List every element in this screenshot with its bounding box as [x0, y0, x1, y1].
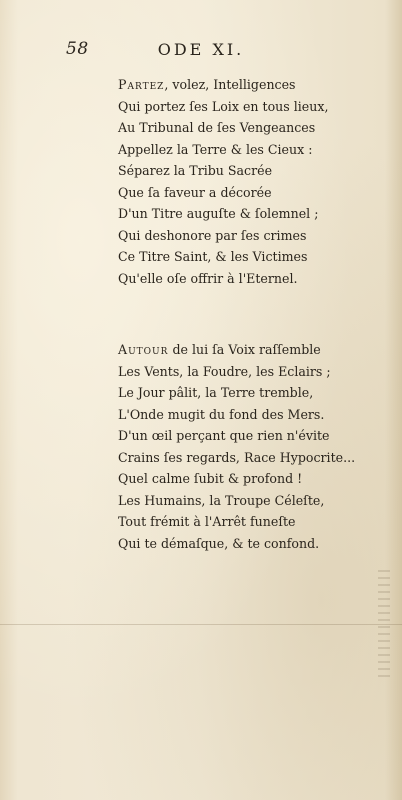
- stanza-1-line: Appellez la Terre & les Cieux :: [118, 141, 313, 157]
- stanza-2-line: L'Onde mugit du fond des Mers.: [118, 406, 325, 422]
- show-through-texture: [378, 570, 390, 680]
- stanza-2-line: D'un œil perçant que rien n'évite: [118, 428, 330, 443]
- stanza-1-line: D'un Titre auguſte & ſolemnel ;: [118, 206, 319, 221]
- stanza-1-line: Qui portez ſes Loix en tous lieux,: [118, 98, 329, 114]
- stanza-1-opening-word: Partez: [118, 77, 165, 92]
- paper-fold-line: [0, 624, 402, 625]
- stanza-1-line: Qu'elle oſe offrir à l'Eternel.: [118, 270, 298, 286]
- stanza-1: [118, 74, 328, 289]
- page-number: 58: [66, 39, 89, 59]
- stanza-1-line-1: [118, 74, 328, 96]
- stanza-2-line: Qui te démaſque, & te confond.: [118, 535, 320, 551]
- stanza-2-line-1: [118, 339, 355, 361]
- stanza-2-line: Quel calme ſubit & profond !: [118, 471, 303, 486]
- stanza-2-line: Le Jour pâlit, la Terre tremble,: [118, 385, 314, 400]
- stanza-2: [118, 339, 355, 554]
- running-head: ODE XI.: [157, 40, 245, 59]
- stanza-1-line: Séparez la Tribu Sacrée: [118, 163, 273, 178]
- stanza-1-line: Que ſa faveur a décorée: [118, 184, 272, 200]
- stanza-1-line: Au Tribunal de ſes Vengeances: [118, 120, 316, 135]
- stanza-2-line: Crains ſes regards, Race Hypocrite...: [118, 449, 356, 465]
- stanza-2-line: Les Vents, la Foudre, les Eclairs ;: [118, 363, 331, 379]
- stanza-1-line: Qui deshonore par ſes crimes: [118, 227, 307, 243]
- stanza-2-line-1-rest: de lui ſa Voix raſſemble: [168, 342, 321, 357]
- stanza-2-line: Les Humains, la Troupe Céleſte,: [118, 492, 325, 508]
- stanza-1-line-1-rest: , volez, Intelligences: [164, 77, 296, 92]
- stanza-1-line: Ce Titre Saint, & les Victimes: [118, 249, 308, 264]
- stanza-2-line: Tout frémit à l'Arrêt funeſte: [118, 514, 296, 529]
- stanza-2-opening-word: Autour: [118, 342, 169, 357]
